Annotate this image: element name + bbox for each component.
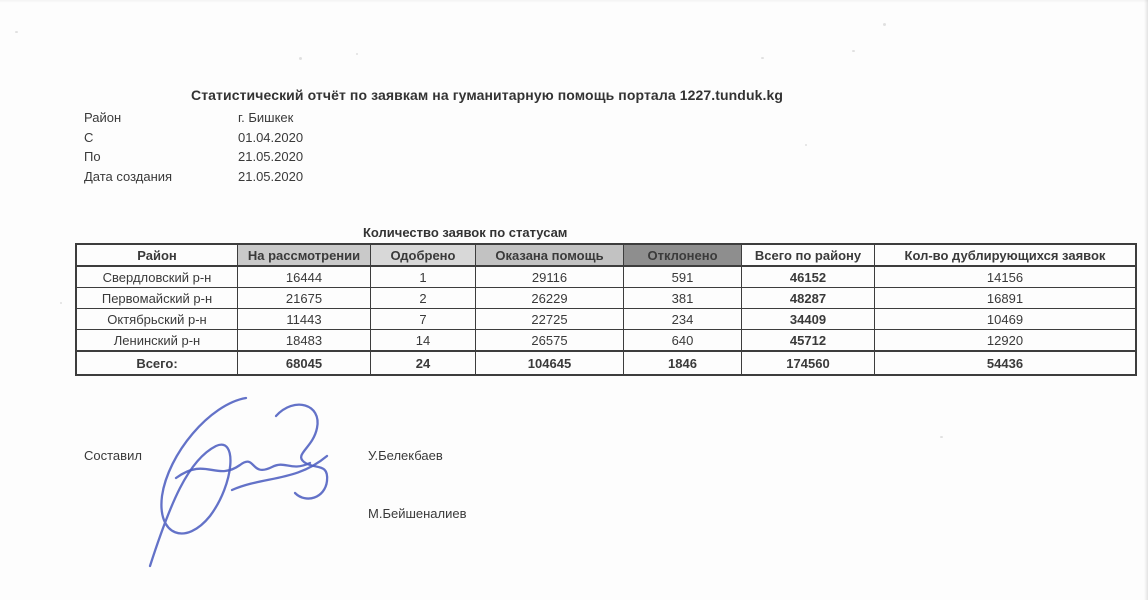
table-cell: 381	[624, 288, 742, 309]
signature-label: Составил	[84, 448, 142, 463]
table-cell: 7	[371, 309, 476, 330]
meta-row-date-from	[84, 128, 303, 148]
column-header-district-total: Всего по району	[742, 244, 875, 266]
table-cell: 2	[371, 288, 476, 309]
scan-edge-right	[1144, 0, 1148, 600]
scan-speck	[883, 23, 886, 26]
table-cell: 14	[371, 330, 476, 352]
report-title: Статистический отчёт по заявкам на гуманитарную помощь портала 1227.tunduk.kg	[191, 87, 784, 103]
scan-edge-top	[0, 0, 1148, 3]
table-cell: 11443	[238, 309, 371, 330]
column-header-rejected: Отклонено	[624, 244, 742, 266]
report-meta-block	[84, 108, 303, 186]
table-cell: Октябрьский р-н	[76, 309, 238, 330]
table-cell: 68045	[238, 351, 371, 375]
meta-value-date-from: 01.04.2020	[238, 129, 304, 145]
table-cell: 16444	[238, 266, 371, 288]
table-cell: Свердловский р-н	[76, 266, 238, 288]
signature-name-2: М.Бейшеналиев	[368, 506, 467, 521]
column-header-aid-provided: Оказана помощь	[476, 244, 624, 266]
table-cell: 18483	[238, 330, 371, 352]
table-cell: 14156	[875, 266, 1137, 288]
meta-value-date-to: 21.05.2020	[238, 149, 304, 164]
table-cell-total-label: Всего:	[76, 351, 238, 375]
meta-value-region: г. Бишкек	[238, 110, 294, 125]
table-cell: 1846	[624, 351, 742, 375]
table-cell: 1	[371, 266, 476, 288]
table-cell: 104645	[476, 351, 624, 375]
table-cell: 54436	[875, 351, 1137, 375]
scan-speck	[299, 57, 302, 60]
table-cell: 640	[624, 330, 742, 352]
scan-speck	[356, 53, 358, 55]
table-total-row	[76, 351, 1136, 375]
table-cell: 34409	[742, 309, 875, 330]
meta-label-date-to: По	[84, 149, 101, 164]
meta-row-created	[84, 167, 303, 187]
table-row	[76, 288, 1136, 309]
meta-label-date-from: С	[84, 129, 94, 145]
table-cell: 10469	[875, 309, 1137, 330]
scan-speck	[60, 302, 62, 304]
table-title: Количество заявок по статусам	[363, 225, 568, 240]
scan-speck	[852, 50, 855, 52]
table-cell: 29116	[476, 266, 624, 288]
table-cell: 46152	[742, 266, 875, 288]
column-header-district: Район	[76, 244, 238, 266]
meta-label-created: Дата создания	[84, 168, 173, 184]
table-row	[76, 309, 1136, 330]
meta-label-region: Район	[84, 110, 122, 125]
table-row	[76, 330, 1136, 352]
signature-name-1: У.Белекбаев	[368, 448, 443, 463]
table-cell: 21675	[238, 288, 371, 309]
table-cell: 24	[371, 351, 476, 375]
table-cell: 591	[624, 266, 742, 288]
table-cell: 174560	[742, 351, 875, 375]
table-cell: 45712	[742, 330, 875, 352]
column-header-duplicates: Кол-во дублирующихся заявок	[875, 244, 1137, 266]
table-cell: 26229	[476, 288, 624, 309]
table-cell: Ленинский р-н	[76, 330, 238, 352]
meta-value-created: 21.05.2020	[238, 168, 304, 184]
table-cell: 234	[624, 309, 742, 330]
table-cell: 16891	[875, 288, 1137, 309]
table-cell: 12920	[875, 330, 1137, 352]
table-cell: Первомайский р-н	[76, 288, 238, 309]
meta-row-date-to	[84, 147, 303, 167]
table-header-row	[76, 244, 1136, 266]
meta-row-region	[84, 108, 303, 128]
table-cell: 22725	[476, 309, 624, 330]
scan-speck	[805, 144, 807, 146]
table-cell: 48287	[742, 288, 875, 309]
status-table	[75, 243, 1137, 376]
table-cell: 26575	[476, 330, 624, 352]
table-row	[76, 266, 1136, 288]
scan-speck	[15, 31, 18, 33]
scan-speck	[940, 436, 943, 438]
column-header-in-review: На рассмотрении	[238, 244, 371, 266]
scan-speck	[761, 57, 764, 59]
column-header-approved: Одобрено	[371, 244, 476, 266]
signature-scribble	[128, 386, 353, 581]
